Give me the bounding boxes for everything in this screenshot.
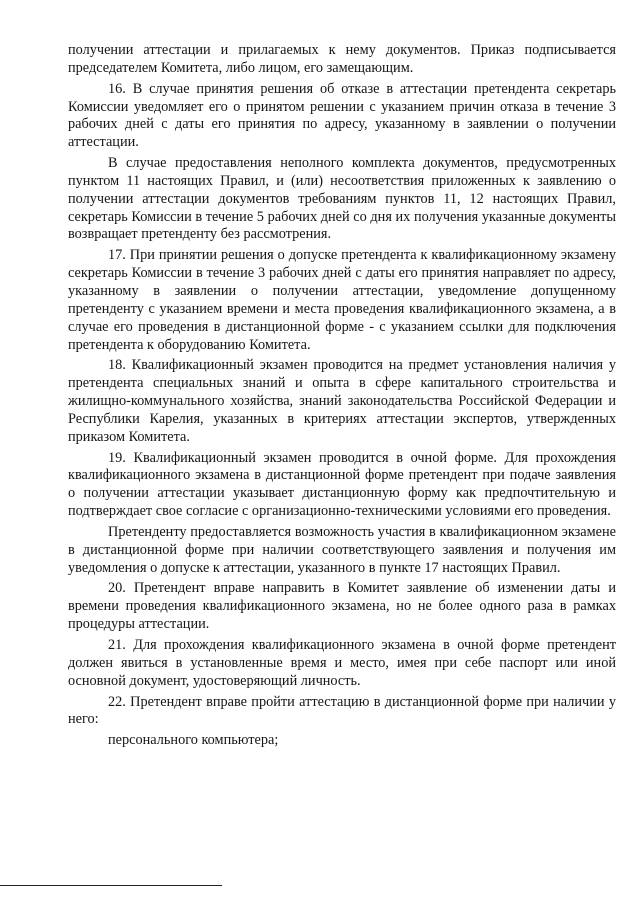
paragraph-22: 22. Претендент вправе пройти аттестацию в дистанционной форме при наличии у него: xyxy=(68,693,616,728)
paragraph-16: 16. В случае принятия решения об отказе в аттестации претендента секретарь Комиссии уведомляет его о принятом решении с указанием причин отказа в течение 3 рабочих дней с даты его принятия по адресу, указанному в заявлении о получении аттестации. xyxy=(68,80,616,151)
document-body xyxy=(68,42,616,753)
paragraph-16-incomplete-documents: В случае предоставления неполного комплекта документов, предусмотренных пунктом 11 настоящих Правил, и (или) несоответствия приложенных к заявлению о получении аттестации документов требованиям пунктов 11, 12 настоящих Правил, секретарь Комиссии в течение 5 рабочих дней со дня их получения указанные документы возвращает претенденту без рассмотрения. xyxy=(68,155,616,243)
paragraph-17: 17. При принятии решения о допуске претендента к квалификационному экзамену секретарь Комиссии в течение 3 рабочих дней с даты его принятия направляет по адресу, указанному в заявлении о получении аттестации, уведомление допущенному претенденту с указанием времени и места проведения квалификационного экзамена, а в случае его проведения в дистанционной форме - с указанием ссылки для подключения претендента к оборудованию Комитета. xyxy=(68,247,616,353)
paragraph-continuation: получении аттестации и прилагаемых к нему документов. Приказ подписывается председателем Комитета, либо лицом, его замещающим. xyxy=(68,42,616,76)
paragraph-18: 18. Квалификационный экзамен проводится на предмет установления наличия у претендента специальных знаний и опыта в сфере капитального строительства и жилищно-коммунального хозяйства, знаний законодательства Российской Федерации и Республики Карелия, указанных в критериях аттестации экспертов, утвержденных приказом Комитета. xyxy=(68,357,616,445)
list-item-personal-computer: персонального компьютера; xyxy=(108,732,279,749)
paragraph-19: 19. Квалификационный экзамен проводится в очной форме. Для прохождения квалификационного экзамена в дистанционной форме претендент при подаче заявления о получении аттестации указывает дистанционную форму как предпочтительную и подтверждает свое согласие с организационно-техническими условиями его проведения. xyxy=(68,449,616,520)
footnote-divider xyxy=(0,885,222,886)
paragraph-20: 20. Претендент вправе направить в Комитет заявление об изменении даты и времени проведения квалификационного экзамена, но не более одного раза в рамках процедуры аттестации. xyxy=(68,580,616,633)
paragraph-19-remote-participation: Претенденту предоставляется возможность участия в квалификационном экзамене в дистанционной форме при наличии соответствующего заявления и получения им уведомления о допуске к аттестации, указанного в пункте 17 настоящих Правил. xyxy=(68,523,616,576)
paragraph-21: 21. Для прохождения квалификационного экзамена в очной форме претендент должен явиться в установленные время и место, имея при себе паспорт или иной основной документ, удостоверяющий личность. xyxy=(68,637,616,689)
